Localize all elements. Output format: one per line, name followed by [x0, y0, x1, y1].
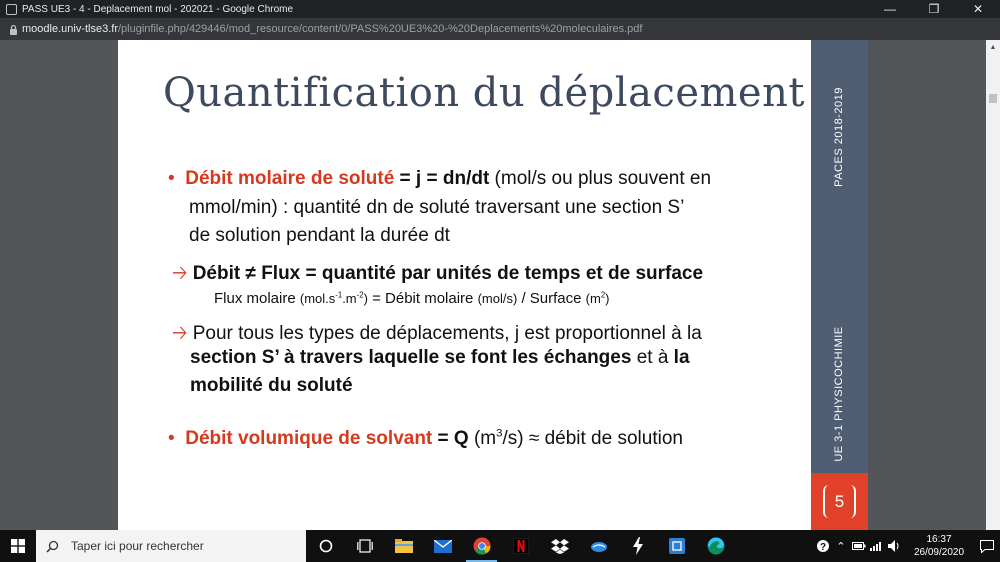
flux-unit-1: [300, 291, 368, 306]
flux-formula: [214, 290, 610, 307]
network-icon[interactable]: [868, 530, 886, 562]
bullet-2-unit-sup: 3: [496, 427, 503, 440]
lock-icon[interactable]: [4, 24, 22, 35]
bullet-2-line: [168, 428, 683, 450]
flux-unit-3-sup: 2: [600, 290, 606, 300]
right-arrow-icon: 🡢: [172, 263, 188, 284]
bullet-dot-icon: •: [168, 428, 175, 449]
slide-title: Quantification du déplacement: [163, 70, 805, 116]
windows-start-icon[interactable]: [0, 530, 36, 562]
mail-icon[interactable]: [423, 530, 462, 562]
bullet-1-term: Débit molaire de soluté: [185, 168, 395, 189]
system-tray: [814, 530, 1000, 562]
taskbar: [0, 530, 1000, 562]
bullet-1-line-1: [168, 168, 711, 190]
bullet-2-unit-b: /s) ≈ débit de solution: [502, 428, 683, 449]
search-icon: [46, 540, 59, 553]
weather-app-icon[interactable]: [579, 530, 618, 562]
edge-icon[interactable]: [696, 530, 735, 562]
page-number-box: [811, 473, 868, 530]
arrow-point-2-bold-2: la: [673, 347, 690, 368]
close-button[interactable]: ✕: [972, 2, 984, 16]
pdf-favicon-icon: [6, 4, 17, 15]
search-placeholder: Taper ici pour rechercher: [71, 539, 204, 553]
app-icon-blue[interactable]: [657, 530, 696, 562]
cortana-icon[interactable]: [306, 530, 345, 562]
help-icon[interactable]: [814, 530, 832, 562]
arrow-point-2-line-3: mobilité du soluté: [190, 375, 353, 396]
url-text[interactable]: [22, 23, 642, 35]
bullet-2-term: Débit volumique de solvant: [185, 428, 433, 449]
file-explorer-icon[interactable]: [384, 530, 423, 562]
arrow-point-1: [172, 259, 703, 291]
flux-sep: / Surface: [517, 290, 586, 307]
svg-text:?: ?: [819, 542, 827, 553]
restore-button[interactable]: ❐: [928, 2, 940, 16]
bullet-2-unit-a: (m: [468, 428, 497, 449]
taskbar-clock[interactable]: [904, 533, 974, 559]
flux-unit-1-c: ): [363, 291, 368, 306]
battery-icon[interactable]: [850, 530, 868, 562]
chrome-icon[interactable]: [462, 530, 501, 562]
side-label-bottom-text: UE 3-1 PHYSICOCHIMIE: [833, 326, 845, 462]
page-number: 5: [823, 485, 856, 518]
bullet-1-equation: = j = dn/dt: [399, 168, 490, 189]
address-bar[interactable]: [0, 18, 1000, 40]
url-path: /pluginfile.php/429446/mod_resource/content/0/PASS%20UE3%20-%20Deplacements%20moleculaires.pdf: [118, 23, 643, 35]
side-label-top-text: PACES 2018-2019: [833, 87, 845, 187]
bullet-1-line-3: de solution pendant la durée dt: [189, 225, 450, 246]
right-arrow-icon: 🡢: [172, 323, 188, 344]
flux-unit-3-b: ): [605, 291, 610, 306]
task-view-icon[interactable]: [345, 530, 384, 562]
bullet-dot-icon: •: [168, 168, 175, 189]
taskbar-search-box[interactable]: [36, 530, 306, 562]
side-label-course-year: [809, 82, 868, 192]
pdf-page: [118, 40, 868, 530]
side-label-subject: [809, 316, 868, 472]
vertical-scrollbar[interactable]: [986, 40, 1000, 530]
arrow-point-1-text: Débit ≠ Flux = quantité par unités de temps et de surface: [192, 263, 704, 284]
flux-unit-1-b: .m: [342, 291, 357, 306]
netflix-icon[interactable]: [501, 530, 540, 562]
flux-unit-2: (mol/s): [477, 291, 518, 306]
flux-label: Flux molaire: [214, 290, 300, 307]
chevron-up-icon[interactable]: ⌃: [836, 540, 846, 553]
arrow-point-2-text: Pour tous les types de déplacements, j est proportionnel à la: [187, 323, 702, 344]
flux-unit-1-sup2: -2: [356, 290, 364, 300]
arrow-point-2-bold: section S’ à travers laquelle se font les échanges: [190, 347, 632, 368]
bullet-2-equation: = Q: [432, 428, 469, 449]
bullet-1-line-2: mmol/min) : quantité dn de soluté traversant une section S’: [189, 197, 685, 218]
url-host: moodle.univ-tlse3.fr: [22, 23, 118, 35]
dropbox-icon[interactable]: [540, 530, 579, 562]
clock-time: 16:37: [926, 534, 952, 545]
flux-unit-3-a: (m: [585, 291, 601, 306]
notification-icon[interactable]: [974, 530, 1000, 562]
minimize-button[interactable]: —: [884, 2, 896, 16]
window-title: PASS UE3 - 4 - Deplacement mol - 202021 - Google Chrome: [22, 3, 294, 15]
flux-unit-3: [586, 291, 610, 306]
arrow-point-2-line-2: [190, 347, 690, 369]
window-title-bar: [0, 0, 1000, 18]
scrollbar-thumb[interactable]: [989, 94, 997, 103]
bullet-1-rest: (mol/s ou plus souvent en: [489, 168, 712, 189]
clock-date: 26/09/2020: [913, 547, 965, 558]
scroll-up-icon[interactable]: ▲: [989, 43, 997, 51]
flux-mid: = Débit molaire: [367, 290, 478, 307]
arrow-point-2-rest: et à: [631, 347, 674, 368]
flux-unit-1-a: (mol.s: [299, 291, 336, 306]
volume-icon[interactable]: [886, 530, 904, 562]
slide-content: [118, 40, 811, 530]
flux-unit-1-sup1: -1: [335, 290, 343, 300]
lightning-app-icon[interactable]: [618, 530, 657, 562]
